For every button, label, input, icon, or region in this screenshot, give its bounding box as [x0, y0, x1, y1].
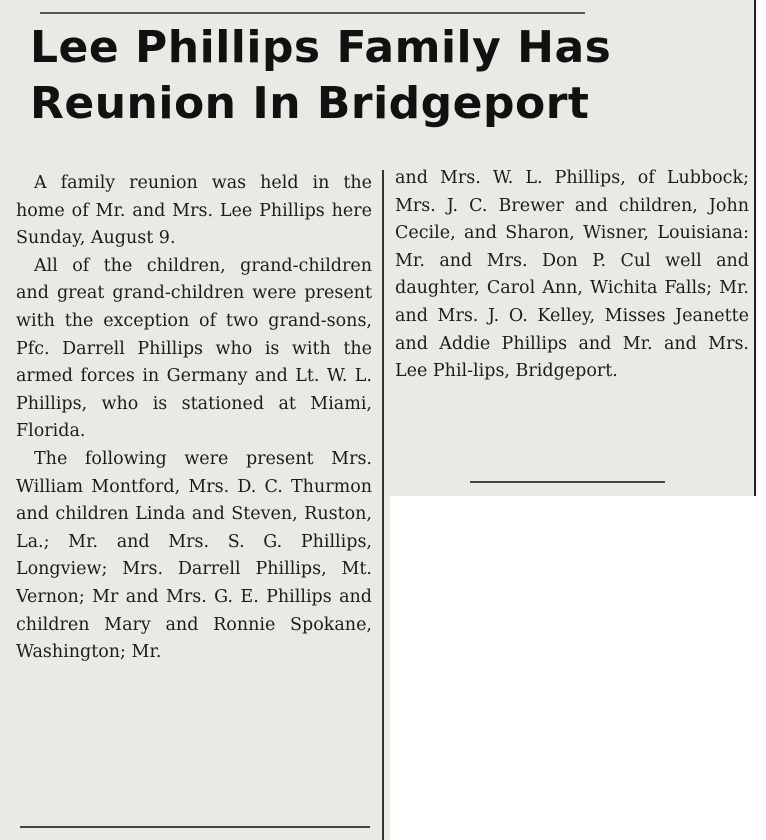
column-divider [382, 170, 384, 840]
article-paragraph-3: The following were present Mrs. William Montford, Mrs. D. C. Thurmon and children Linda and Steven, Ruston, La.; Mr. and Mrs. S. G. Phillips, Longview; Mrs. Darrell Phillips, Mt. Vernon; Mr and Mrs. G. E. Phillips and children Mary and Ronnie Spokane, Washington; Mr. [16, 448, 372, 663]
blank-area [390, 496, 766, 840]
article-paragraph-3-continued: and Mrs. W. L. Phillips, of Lubbock; Mrs. J. C. Brewer and children, John Cecile, and Sharon, Wisner, Louisiana: Mr. and Mrs. Don P. Cul well and daughter, Carol Ann, Wichita Falls; Mr. and Mrs. J. O. Kelley, Misses Jeanette and Addie Phillips and Mr. and Mrs. Lee Phil-lips, Bridgeport. [395, 168, 749, 382]
article-paragraph-2: All of the children, grand-children and great grand-children were present with the exception of two grand-sons, Pfc. Darrell Phillips who is with the armed forces in Germany and Lt. W. L. Phillips, who is stationed at Miami, Florida. [16, 255, 372, 442]
bottom-rule [20, 826, 370, 828]
clipping-edge [754, 0, 756, 496]
article-column-right [395, 165, 749, 386]
article-paragraph-1: A family reunion was held in the home of Mr. and Mrs. Lee Phillips here Sunday, August 9. [16, 173, 372, 249]
top-rule [40, 12, 585, 14]
article-column-left [16, 170, 372, 667]
headline-line-2: Reunion In Bridgeport [30, 78, 590, 129]
headline-line-1: Lee Phillips Family Has [30, 22, 612, 73]
end-rule [470, 481, 665, 483]
headline [30, 20, 730, 132]
